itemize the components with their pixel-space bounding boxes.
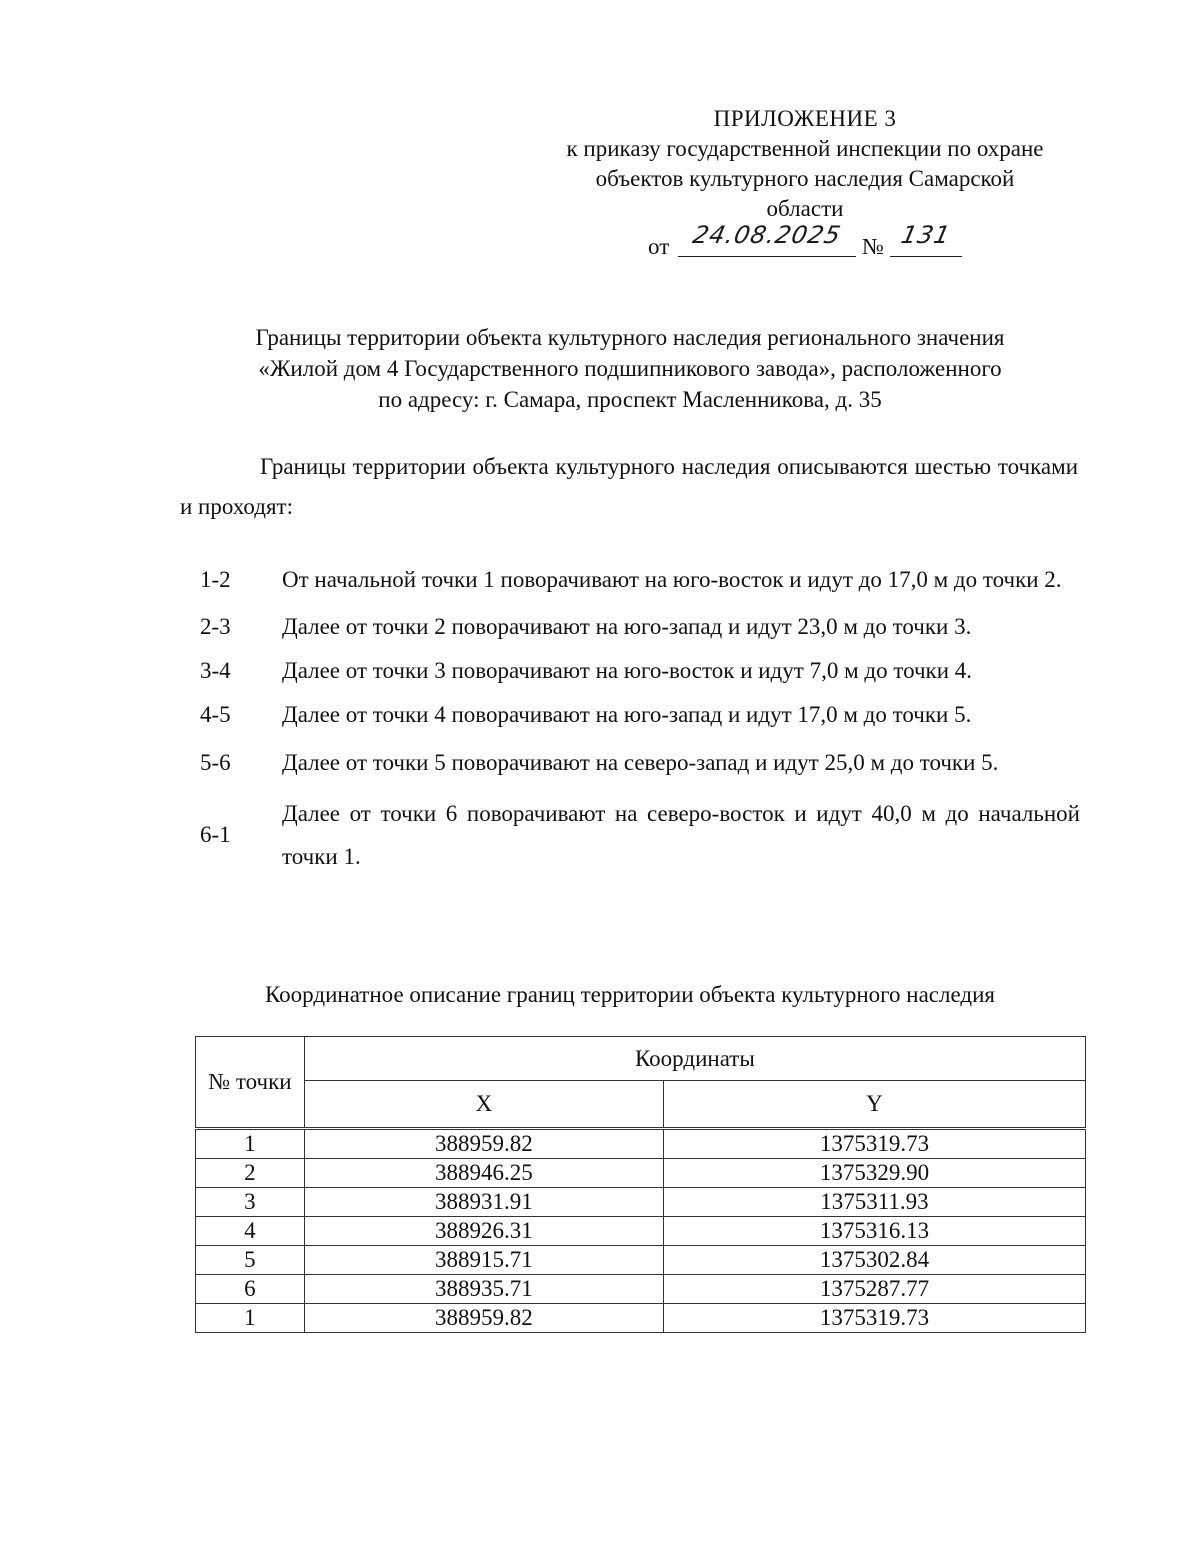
x-cell: 388959.82 [304,1304,663,1333]
coordinates-header: Координаты [304,1037,1085,1081]
y-cell: 1375302.84 [663,1246,1085,1275]
segment-code: 6-1 [200,822,231,847]
heading-line: по адресу: г. Самара, проспект Масленникова, д. 35 [378,387,882,412]
x-cell: 388946.25 [304,1159,663,1188]
appendix-line: объектов культурного наследия Самарской [595,166,1015,191]
y-cell: 1375287.77 [663,1275,1085,1304]
segment-text: От начальной точки 1 поворачивают на юго-восток и идут до 17,0 м до точки 2. [282,567,1062,592]
order-number-field [890,221,962,257]
table-row [196,1246,1086,1275]
segment-text: Далее от точки 3 поворачивают на юго-восток и идут 7,0 м до точки 4. [282,658,973,683]
x-cell: 388915.71 [304,1246,663,1275]
number-label: № [862,234,884,259]
point-cell: 6 [196,1275,305,1304]
point-cell: 2 [196,1159,305,1188]
order-date-field [678,221,856,257]
segment-code: 5-6 [200,749,231,775]
boundary-segments [200,558,1080,886]
point-cell: 4 [196,1217,305,1246]
segment-row [200,653,1080,689]
point-number-header: № точки [196,1037,305,1129]
y-header: Y [663,1081,1085,1129]
table-row [196,1188,1086,1217]
handwritten-number: 131 [898,221,954,249]
intro-paragraph: Границы территории объекта культурного наследия описываются шестью точками и проходят: [180,454,1078,519]
segment-row [200,558,1080,601]
x-cell: 388931.91 [304,1188,663,1217]
segment-row [200,792,1080,878]
point-cell: 1 [196,1304,305,1333]
segment-text: Далее от точки 5 поворачивают на северо-запад и идут 25,0 м до точки 5. [282,750,999,775]
table-row [196,1304,1086,1333]
table-row [196,1275,1086,1304]
point-cell: 3 [196,1188,305,1217]
segment-row [200,741,1080,784]
y-cell: 1375316.13 [663,1217,1085,1246]
heading-line: «Жилой дом 4 Государственного подшипникового завода», расположенного [258,356,1002,381]
coordinates-table [195,1036,1086,1333]
y-cell: 1375319.73 [663,1129,1085,1159]
handwritten-date: 24.08.2025 [690,221,844,249]
segment-row [200,609,1080,645]
table-row [196,1217,1086,1246]
segment-code: 1-2 [200,566,231,592]
x-cell: 388959.82 [304,1129,663,1159]
appendix-line: области [766,196,844,221]
table-row [196,1159,1086,1188]
x-cell: 388935.71 [304,1275,663,1304]
document-heading [150,322,1110,415]
segment-code: 3-4 [200,658,231,683]
x-cell: 388926.31 [304,1217,663,1246]
segment-row [200,697,1080,733]
segment-text: Далее от точки 6 поворачивают на северо-восток и идут 40,0 м до начальной точки 1. [282,801,1080,869]
segment-text: Далее от точки 2 поворачивают на юго-запад и идут 23,0 м до точки 3. [282,614,972,639]
point-cell: 5 [196,1246,305,1275]
appendix-line: к приказу государственной инспекции по охране [566,136,1044,161]
appendix-title: ПРИЛОЖЕНИЕ 3 [713,106,897,131]
appendix-header [520,104,1090,262]
x-header: X [304,1081,663,1129]
table-caption: Координатное описание границ территории объекта культурного наследия [264,982,995,1007]
heading-line: Границы территории объекта культурного наследия регионального значения [255,325,1005,350]
order-date-line [520,221,1090,262]
y-cell: 1375319.73 [663,1304,1085,1333]
table-row [196,1129,1086,1159]
point-cell: 1 [196,1129,305,1159]
segment-code: 4-5 [200,702,231,727]
y-cell: 1375311.93 [663,1188,1085,1217]
date-label: от [648,234,670,259]
segment-code: 2-3 [200,614,231,639]
segment-text: Далее от точки 4 поворачивают на юго-запад и идут 17,0 м до точки 5. [282,702,972,727]
y-cell: 1375329.90 [663,1159,1085,1188]
